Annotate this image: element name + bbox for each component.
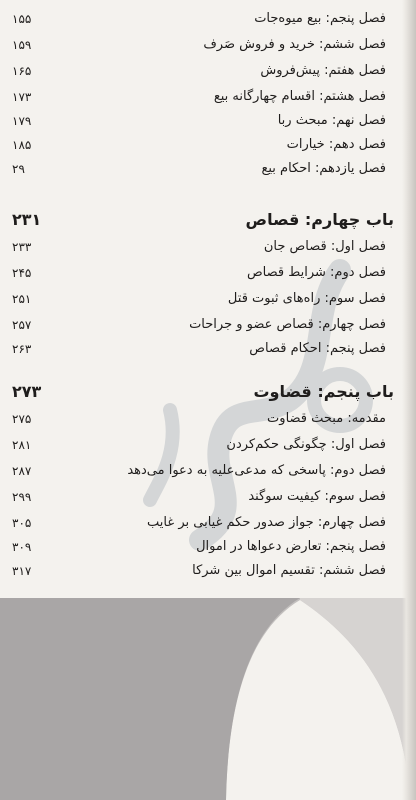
part-heading xyxy=(0,206,416,234)
toc-entry-label: فصل پنجم: احکام قصاص xyxy=(249,341,386,356)
toc-entry xyxy=(0,34,416,56)
toc-entry xyxy=(0,134,416,156)
toc-entry-label: فصل هفتم: پیش‌فروش xyxy=(260,63,386,78)
part-page: ۲۷۳ xyxy=(12,382,42,401)
toc-entry-label: فصل چهارم: قصاص عضو و جراحات xyxy=(189,317,386,332)
toc-entry xyxy=(0,86,416,108)
toc-entry-page: ۲۹ xyxy=(12,162,25,176)
toc-entry-label: فصل پنجم: تعارض دعواها در اموال xyxy=(196,539,386,554)
toc-entry-page: ۱۵۹ xyxy=(12,38,32,52)
part-page: ۲۳۱ xyxy=(12,210,42,229)
toc-entry-label: فصل پنجم: بیع میوه‌جات xyxy=(254,11,386,26)
toc-entry-page: ۲۳۳ xyxy=(12,240,32,254)
toc-entry-page: ۱۷۳ xyxy=(12,90,32,104)
toc-entry-label: فصل چهارم: جواز صدور حکم غیابی بر غایب xyxy=(147,515,386,530)
toc-entry-label: فصل دوم: پاسخی که مدعی‌علیه به دعوا می‌دهد xyxy=(127,463,386,478)
toc-entry-page: ۱۶۵ xyxy=(12,64,32,78)
toc-entry xyxy=(0,236,416,258)
toc-entry xyxy=(0,536,416,558)
toc-entry-label: فصل دهم: خیارات xyxy=(286,137,386,152)
toc-entry-label: فصل اول: قصاص جان xyxy=(263,239,386,254)
part-title: باب چهارم: قصاص xyxy=(245,210,394,229)
toc-entry xyxy=(0,110,416,132)
toc-entry-label: فصل ششم: تقسیم اموال بین شرکا xyxy=(192,563,386,578)
toc-entry xyxy=(0,460,416,482)
toc-entry xyxy=(0,262,416,284)
toc-entry-page: ۲۸۱ xyxy=(12,438,32,452)
toc-entry xyxy=(0,314,416,336)
toc-entry-label: مقدمه: مبحث قضاوت xyxy=(267,411,386,426)
toc-entry-label: فصل سوم: کیفیت سوگند xyxy=(248,489,386,504)
toc-entry-page: ۳۰۵ xyxy=(12,516,32,530)
toc-entry-label: فصل ششم: خرید و فروش صَرف xyxy=(203,37,386,52)
toc-entry-page: ۲۵۱ xyxy=(12,292,32,306)
toc-entry xyxy=(0,8,416,30)
toc-entry-page: ۲۸۷ xyxy=(12,464,32,478)
toc-entry xyxy=(0,486,416,508)
toc-entry-label: فصل نهم: مبحث ربا xyxy=(277,113,386,128)
part-title: باب پنجم: قضاوت xyxy=(253,382,394,401)
toc-entry-page: ۱۸۵ xyxy=(12,138,32,152)
toc-entry xyxy=(0,158,416,180)
toc-entry-page: ۲۹۹ xyxy=(12,490,32,504)
toc-entry-label: فصل اول: چگونگی حکم‌کردن xyxy=(226,437,386,452)
toc-entry xyxy=(0,512,416,534)
toc-entry-page: ۲۵۷ xyxy=(12,318,32,332)
toc-entry-page: ۱۷۹ xyxy=(12,114,32,128)
toc-entry-page: ۲۷۵ xyxy=(12,412,32,426)
toc-entry xyxy=(0,338,416,360)
toc-entry-label: فصل سوم: راه‌های ثبوت قتل xyxy=(227,291,386,306)
toc-entry-page: ۱۵۵ xyxy=(12,12,32,26)
toc-entry-label: فصل یازدهم: احکام بیع xyxy=(261,161,386,176)
part-heading xyxy=(0,378,416,406)
toc-entry xyxy=(0,408,416,430)
toc-entry-page: ۲۴۵ xyxy=(12,266,32,280)
toc-entry xyxy=(0,434,416,456)
toc-entry-label: فصل هشتم: اقسام چهارگانه بیع xyxy=(213,89,386,104)
toc-entry-page: ۳۱۷ xyxy=(12,564,32,578)
toc-entry xyxy=(0,560,416,582)
toc-entry xyxy=(0,288,416,310)
toc-entry-page: ۲۶۳ xyxy=(12,342,32,356)
toc-entry-page: ۳۰۹ xyxy=(12,540,32,554)
toc-entry-label: فصل دوم: شرایط قصاص xyxy=(246,265,386,280)
toc-entry xyxy=(0,60,416,82)
